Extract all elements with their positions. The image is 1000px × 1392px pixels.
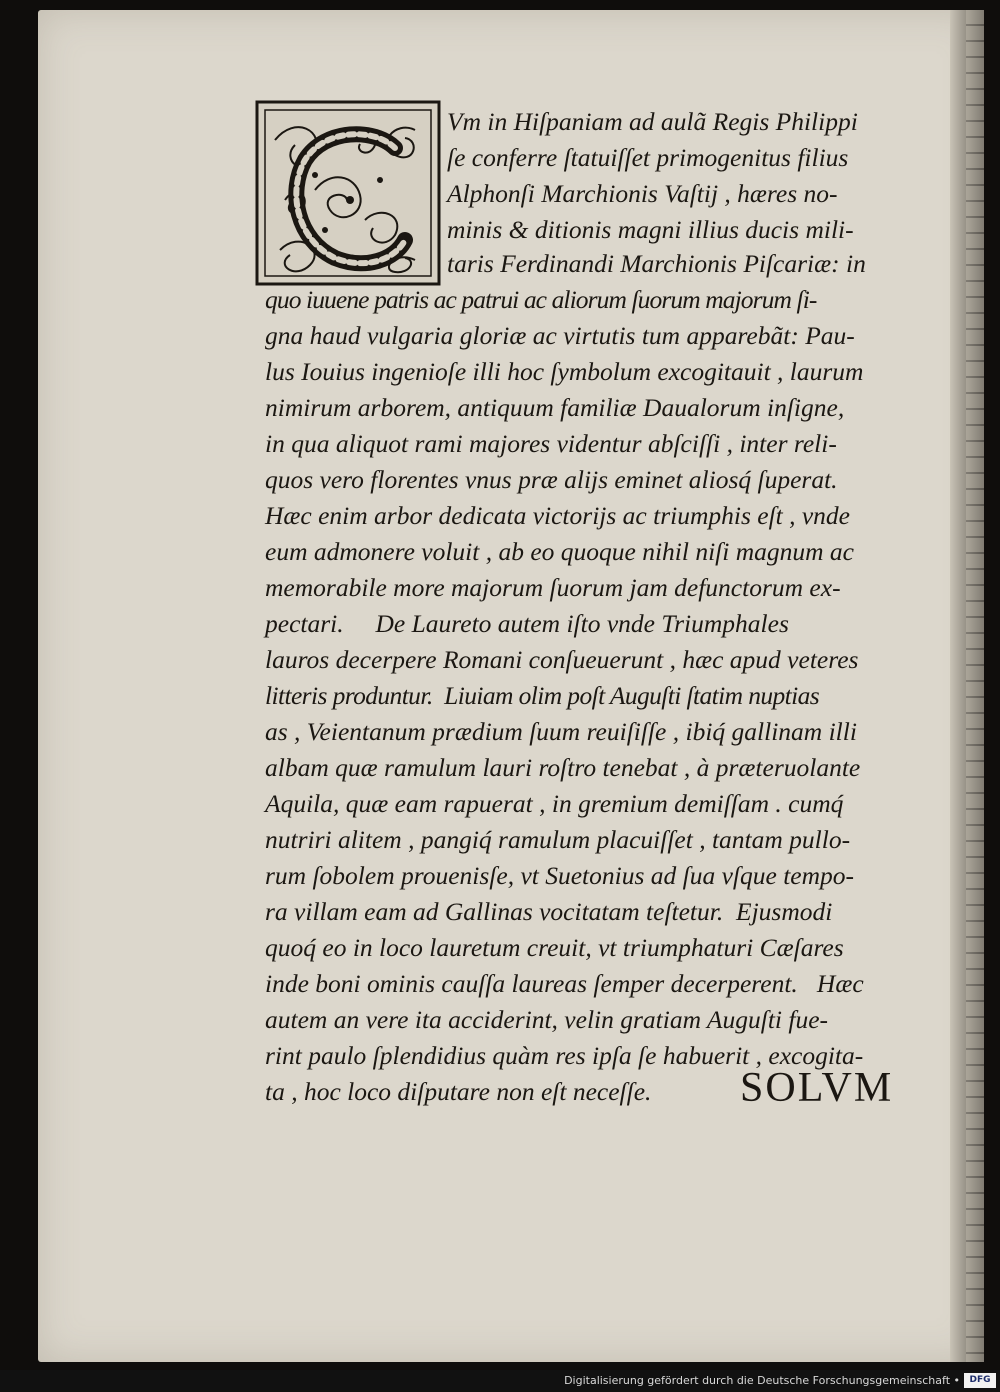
text-line: quoq́ eo in loco lauretum creuit, vt triumphaturi Cæſares — [265, 933, 844, 962]
text-line: albam quæ ramulum lauri roſtro tenebat , à præteruolante — [265, 753, 861, 782]
text-line: pectari. De Laureto autem iſto vnde Triumphales — [265, 609, 789, 638]
dfg-logo: DFG — [964, 1373, 996, 1388]
text-line: autem an vere ita acciderint, velin gratiam Auguſti fue- — [265, 1005, 829, 1034]
text-line: memorabile more majorum ſuorum jam defunctorum ex- — [265, 573, 841, 602]
text-line: ta , hoc loco diſputare non eſt neceſſe. — [265, 1077, 652, 1106]
text-line: as , Veientanum prædium ſuum reuiſiſſe , ibiq́ gallinam illi — [265, 717, 857, 746]
text-line: Hæc enim arbor dedicata victorijs ac triumphis eſt , vnde — [265, 501, 850, 530]
text-line: Alphonſi Marchionis Vaſtij , hæres no- — [447, 179, 838, 208]
text-line: litteris produntur. Liuiam olim poſt Auguſti ſtatim nuptias — [265, 681, 820, 710]
text-line: quo iuuene patris ac patrui ac aliorum ſuorum majorum ſi- — [265, 285, 817, 314]
ornamental-initial-c — [255, 100, 441, 286]
catchword: SOLVM — [740, 1065, 894, 1111]
text-line: minis & ditionis magni illius ducis mili- — [447, 215, 854, 244]
text-line: lauros decerpere Romani conſueuerunt , hæc apud veteres — [265, 645, 859, 674]
text-line: nimirum arborem, antiquum familiæ Daualorum inſigne, — [265, 393, 845, 422]
text-line: lus Iouius ingenioſe illi hoc ſymbolum excogitauit , laurum — [265, 357, 864, 386]
text-line: quos vero florentes vnus præ alijs eminet aliosq́ ſuperat. — [265, 465, 838, 494]
text-line: in qua aliquot rami majores videntur abſciſſi , inter reli- — [265, 429, 837, 458]
text-line: gna haud vulgaria gloriæ ac virtutis tum apparebãt: Pau- — [265, 321, 855, 350]
text-line: rum ſobolem prouenisſe, vt Suetonius ad ſua vſque tempo- — [265, 861, 855, 890]
text-line: ra villam eam ad Gallinas vocitatam teſtetur. Ejusmodi — [265, 897, 833, 926]
text-line: inde boni ominis cauſſa laureas ſemper decerperent. Hæc — [265, 969, 864, 998]
page-edge-scale — [966, 10, 984, 1362]
text-line: Vm in Hiſpaniam ad aulã Regis Philippi — [447, 107, 858, 136]
text-line: ſe conferre ſtatuiſſet primogenitus filius — [447, 143, 849, 172]
text-line: nutriri alitem , pangiq́ ramulum placuiſſet , tantam pullo- — [265, 825, 851, 854]
funding-credit: Digitalisierung gefördert durch die Deutsche Forschungsgemeinschaft • — [564, 1374, 960, 1387]
text-line: rint paulo ſplendidius quàm res ipſa ſe habuerit , excogita- — [265, 1041, 864, 1070]
text-line: Aquila, quæ eam rapuerat , in gremium demiſſam . cumq́ — [265, 789, 844, 818]
text-line: eum admonere voluit , ab eo quoque nihil niſi magnum ac — [265, 537, 855, 566]
digitization-footer — [0, 1370, 1000, 1392]
text-line: taris Ferdinandi Marchionis Piſcariæ: in — [447, 249, 866, 278]
